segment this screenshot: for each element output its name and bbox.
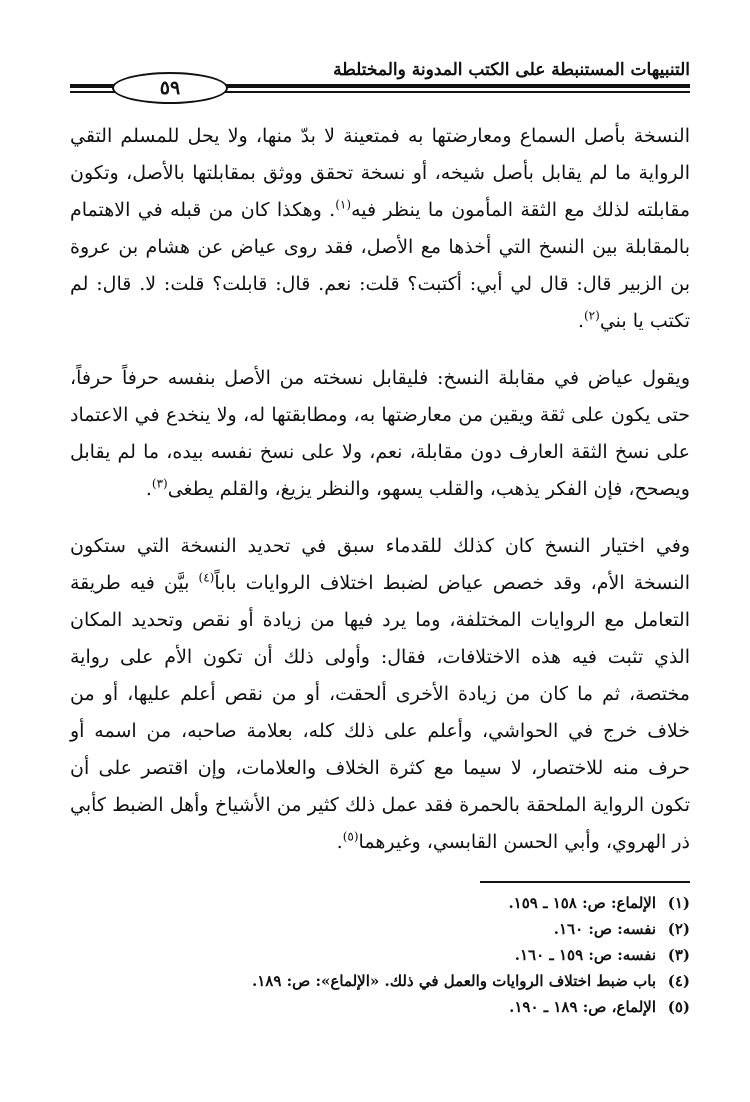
footnote-item (70, 890, 690, 916)
footnote-number: (٥) (667, 998, 690, 1016)
paragraph-text: النسخة بأصل السماع ومعارضتها به فمتعينة لا بدّ منها، ولا يحل للمسلم التقي الرواية ما لم يقابل بأصل شيخه، أو نسخة تحقق ووثق بمقابلتها بالأصل، وتكون مقابلته لذلك مع الثقة المأمون ما ينظر فيه (70, 125, 691, 221)
paragraph-text: بيَّن فيه طريقة التعامل مع الروايات المختلفة، وما يرد فيها من زيادة أو نقص وتحديد المكان الذي تثبت فيه هذه الاختلافات، فقال: وأولى ذلك أن تكون الأم على رواية مختصة، ثم ما كان من زيادة الأخرى ألحقت، أو من نقص أعلم عليها، أو من خلاف خرج في الحواشي، وأعلم على ذلك كله، بعلامة صاحبه، من اسمه أو حرف منه للاختصار، لا سيما مع كثرة الخلاف والعلامات، وإن اقتصر على أن تكون الرواية الملحقة بالحمرة فقد عمل ذلك كثير من الأشياخ وأهل الضبط كأبي ذر الهروي، وأبي الحسن القابسي، وغيرهما (70, 572, 690, 853)
footnote-text: نفسه: ص: ١٦٠. (553, 920, 656, 938)
footnote-text: نفسه: ص: ١٥٩ ـ ١٦٠. (514, 946, 656, 964)
paragraph-text: . (145, 478, 152, 500)
page-number: ٥٩ (112, 72, 228, 104)
paragraph (70, 360, 690, 508)
footnote-text: الإلماع: ص: ١٥٨ ـ ١٥٩. (508, 894, 656, 912)
footnote-number: (٢) (667, 920, 690, 938)
footnote-reference: (٣) (151, 476, 168, 491)
paragraph-text: . وهكذا كان من قبله في الاهتمام بالمقابلة بين النسخ التي أخذها مع الأصل، فقد روى عياض عن هشام بن عروة بن الزبير قال: قال لي أبي: أكتبت؟ قلت: نعم. قال: قابلت؟ قلت: لا. قال: لم تكتب يا بني (70, 199, 690, 332)
footnote-text: الإلماع، ص: ١٨٩ ـ ١٩٠. (509, 998, 656, 1016)
footnote-number: (٣) (667, 946, 690, 964)
footnote-separator (480, 881, 690, 883)
paragraph-text: . (577, 310, 584, 332)
running-title: التنبيهات المستنبطة على الكتب المدونة والمختلطة (333, 60, 690, 80)
footnote-item (70, 916, 690, 942)
body-text (70, 118, 690, 861)
paragraph-text: . (336, 831, 343, 853)
footnote-reference: (٢) (583, 308, 600, 323)
footnote-reference: (٥) (342, 829, 359, 844)
footnote-item (70, 994, 690, 1020)
footnote-number: (٤) (667, 972, 690, 990)
page-header (70, 58, 690, 108)
footnotes (70, 890, 690, 1020)
footnote-item (70, 968, 690, 994)
footnote-text: باب ضبط اختلاف الروايات والعمل في ذلك. «الإلماع»: ص: ١٨٩. (251, 972, 656, 990)
footnote-reference: (١) (335, 197, 352, 212)
paragraph (70, 118, 690, 340)
footnote-number: (١) (667, 894, 690, 912)
paragraph (70, 528, 690, 861)
paragraph-text: وفي اختيار النسخ كان كذلك للقدماء سبق في تحديد النسخة التي ستكون النسخة الأم، وقد خصص عياض لضبط اختلاف الروايات باباً (70, 535, 690, 594)
footnote-item (70, 942, 690, 968)
footnote-reference: (٤) (198, 570, 215, 585)
paragraph-text: ويقول عياض في مقابلة النسخ: فليقابل نسخته من الأصل بنفسه حرفاً حرفاً، حتى يكون على ثقة ويقين من معارضتها به، ومطابقتها له، ولا ينخدع في الاعتماد على نسخ الثقة العارف دون مقابلة، نعم، ولا على نسخ نفسه بيده، ما لم يقابل ويصحح، فإن الفكر يذهب، والقلب يسهو، والنظر يزيغ، والقلم يطغى (70, 367, 690, 500)
